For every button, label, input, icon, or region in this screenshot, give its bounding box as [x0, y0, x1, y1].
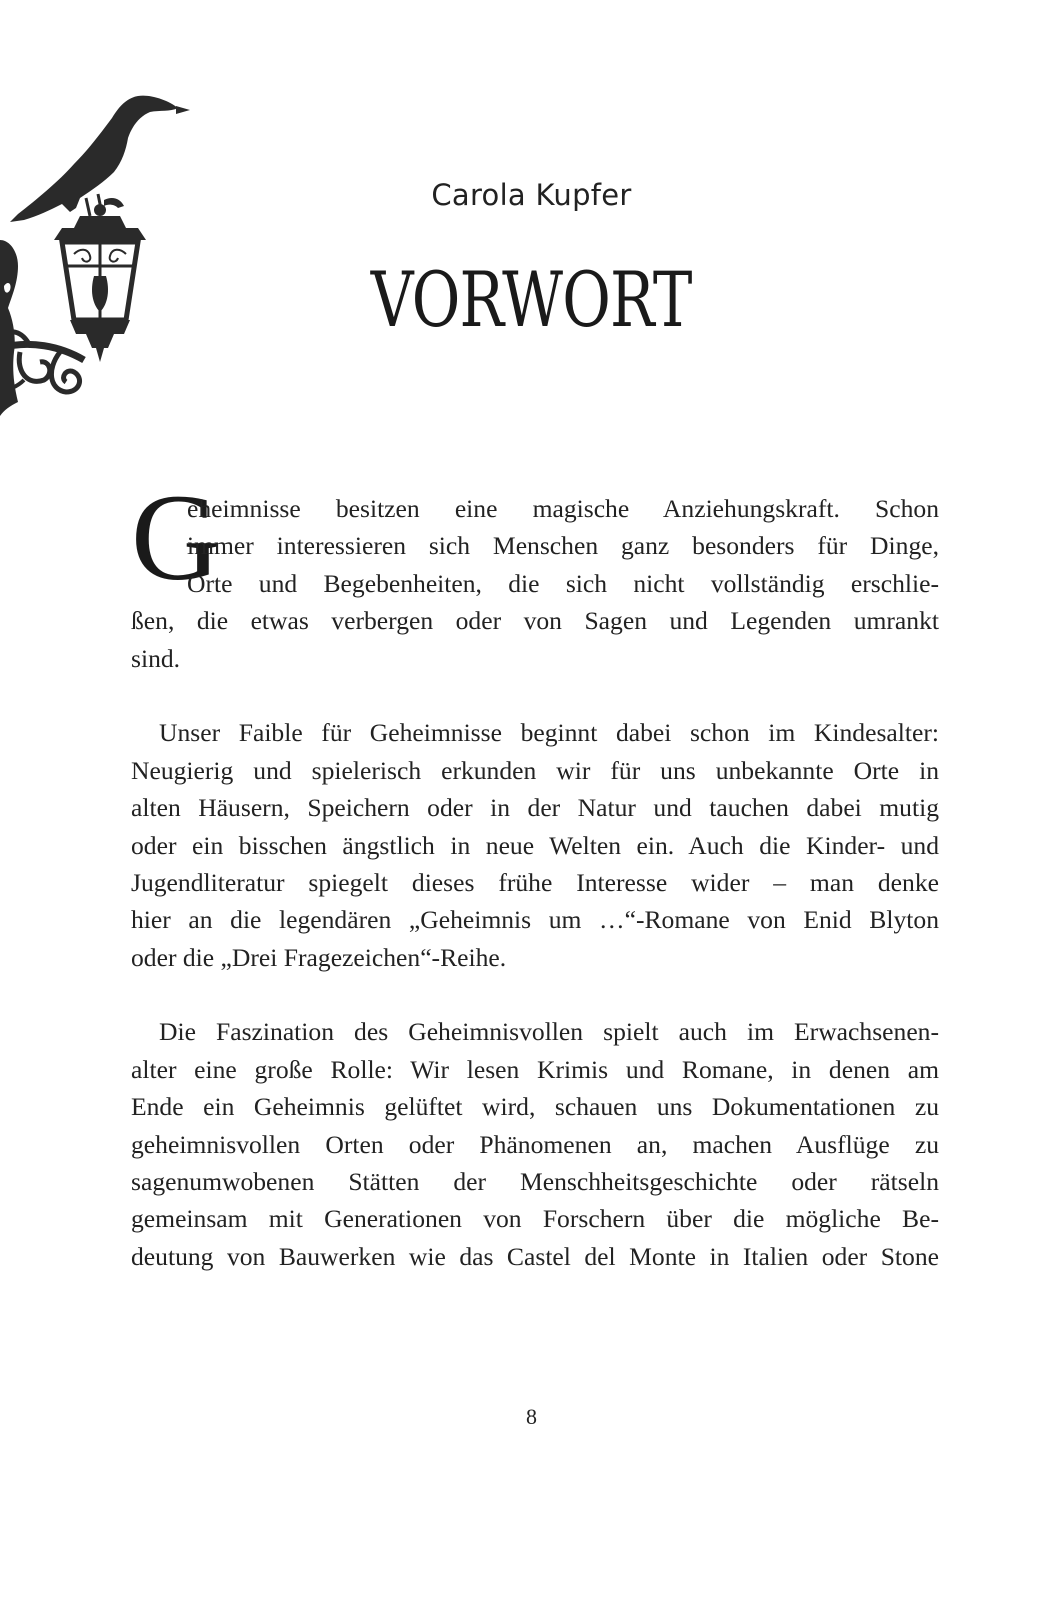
paragraph-2: [131, 714, 939, 976]
text-line: immer interessieren sich Menschen ganz besonders für Dinge,: [187, 531, 939, 561]
text-line: Jugendliteratur spiegelt dieses frühe Interesse wider – man denke: [131, 867, 939, 897]
paragraph-3: [131, 1013, 939, 1275]
chapter-title: VORWORT: [370, 255, 692, 344]
text-line: Die Faszination des Geheimnisvollen spielt auch im Erwachsenen-: [159, 1017, 939, 1047]
text-line: oder die „Drei Fragezeichen“-Reihe.: [131, 942, 507, 972]
author-name: Carola Kupfer: [431, 178, 632, 212]
text-line: sagenumwobenen Stätten der Menschheitsgeschichte oder rätseln: [131, 1167, 939, 1197]
text-line: ßen, die etwas verbergen oder von Sagen und Legenden umrankt: [131, 606, 939, 636]
text-line: gemeinsam mit Generationen von Forschern über die mögliche Be-: [131, 1204, 939, 1234]
text-line: deutung von Bauwerken wie das Castel del Monte in Italien oder Stone: [131, 1241, 939, 1271]
text-line: Ende ein Geheimnis gelüftet wird, schauen uns Dokumentationen zu: [131, 1092, 939, 1122]
paragraph-1: [131, 490, 939, 677]
text-line: alter eine große Rolle: Wir lesen Krimis und Romane, in denen am: [131, 1054, 939, 1084]
text-line: Orte und Begebenheiten, die sich nicht vollständig erschlie-: [187, 568, 939, 598]
page-number: 8: [526, 1404, 537, 1429]
text-line: Unser Faible für Geheimnisse beginnt dabei schon im Kindesalter:: [159, 718, 939, 748]
text-line: geheimnisvollen Orten oder Phänomenen an, machen Ausflüge zu: [131, 1129, 939, 1159]
drop-cap: G: [131, 469, 221, 606]
text-line: alten Häusern, Speichern oder in der Natur und tauchen dabei mutig: [131, 793, 939, 823]
text-line: oder ein bisschen ängstlich in neue Welten ein. Auch die Kinder- und: [131, 830, 939, 860]
text-line: eheimnisse besitzen eine magische Anziehungskraft. Schon: [187, 494, 939, 523]
text-line: sind.: [131, 643, 181, 673]
text-line: hier an die legendären „Geheimnis um …“-Romane von Enid Blyton: [131, 905, 939, 935]
raven-on-lantern-icon: [0, 90, 200, 420]
text-line: Neugierig und spielerisch erkunden wir für uns unbekannte Orte in: [131, 755, 939, 785]
body-text: [131, 490, 939, 1313]
